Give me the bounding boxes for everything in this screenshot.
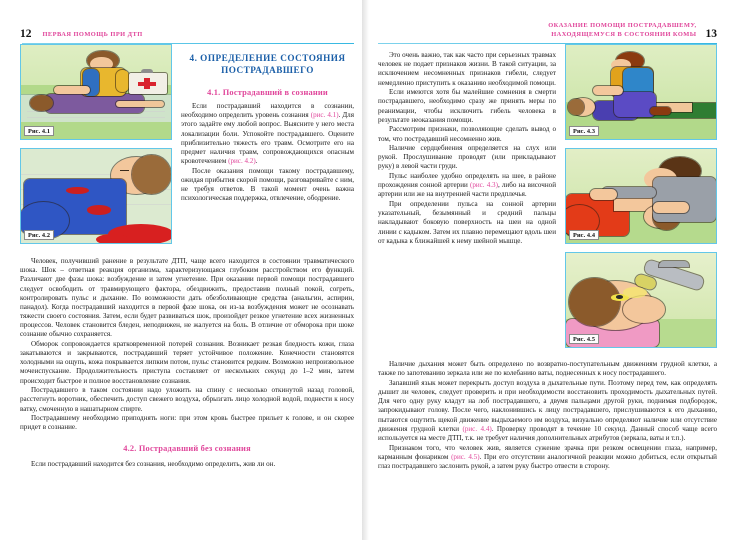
p8-text-a: Запавший язык может перекрыть доступ воздуха в дыхательные пути. Поэтому перед тем, как определять дышит ли человек, следует проверить и при необходимости восстановить проходимость дыхательных путей. Для чего одну руку кладут на лоб пострадавшего, а двумя пальцами другой руки, поднимая подбородок, запрокидывают голову. После чего, наклонившись к лицу пострадавшего, прислушиваются к его дыханию, пытаются ощутить щекой движение выдыхаемого им воздуха, визуально определяют наличие или отсутствие движения грудной клетки xyxy=(378,378,717,433)
left-folio: 12 xyxy=(20,28,32,40)
right-page-top-region xyxy=(378,44,717,356)
fig-4-5-caption: Рис. 4.5 xyxy=(569,334,599,344)
paragraph-positioning: Пострадавшего в таком состоянии надо уложить на спину с несколько откинутой назад головой, расстегнуть воротник, обеспечить доступ свежего воздуха, обрызгать лицо холодной водой, поднести к носу ватку, смоченную в нашатырном спирте. xyxy=(20,386,354,413)
right-page-wide-region xyxy=(378,360,717,471)
fig-4-3 xyxy=(565,44,717,140)
p1-text-a: Если пострадавший находится в сознании, необходимо определить уровень сознания xyxy=(181,102,354,120)
p5-text-b: , либо на височной артерии или же на внутренней части предплечья. xyxy=(378,181,556,199)
paragraph-r7: Наличие дыхания может быть определено по возвратно-поступательным движениям грудной клетки, а также по запотеванию зеркала или же по колебанию ваты, поднесенных к носу пострадавшего. xyxy=(378,360,717,378)
p9-text-b: . При его отсутствии аналогичной реакции можно добиться, если открытый глаз пострадавшего заслонить рукой, а затем руку быстро отвести в сторону. xyxy=(378,452,717,470)
fig-4-2-caption: Рис. 4.2 xyxy=(24,230,54,240)
fig-4-2 xyxy=(20,148,172,244)
right-folio: 13 xyxy=(705,28,717,40)
fig-ref-4-4: (рис. 4.4) xyxy=(462,424,492,433)
paragraph-r6: При определении пульса на сонной артерии указательный, безымянный и средний пальцы накладывают боковую поверхность на шеи на одной линии с кадыком. Затем их плавно перемещают вдоль шеи от кадыка к ближайшей к нему шейной мышце. xyxy=(378,200,556,245)
fig-ref-4-1: (рис. 4.1) xyxy=(310,111,339,120)
p5-text-a: Пульс наиболее удобно определять на шее, в районе прохождения сонной артерии xyxy=(378,172,556,190)
right-running-title-line1: ОКАЗАНИЕ ПОМОЩИ ПОСТРАДАВШЕМУ, xyxy=(548,22,697,29)
right-text-column xyxy=(378,44,556,356)
paragraph-r8 xyxy=(378,379,717,443)
left-page-top-region xyxy=(20,44,354,252)
paragraph-r4: Наличие сердцебиения определяется на слух или рукой. Прослушивание проводят (или прикладывают руку) в левой части груди. xyxy=(378,144,556,171)
left-page-wide-region xyxy=(20,257,354,469)
paragraph-r3: Рассмотрим признаки, позволяющие сделать вывод о том, что пострадавший несомненно жив. xyxy=(378,125,556,143)
right-running-title xyxy=(548,22,696,40)
right-figure-column xyxy=(565,44,717,356)
subsection-4-1-heading: 4.1. Пострадавший в сознании xyxy=(207,88,328,98)
paragraph-r9 xyxy=(378,444,717,471)
left-running-head xyxy=(20,14,354,40)
paragraph-4-2-1: Если пострадавший находится без сознания, необходимо определить, жив ли он. xyxy=(31,459,276,468)
left-figure-column xyxy=(20,44,172,252)
right-running-title-line2: НАХОДЯЩЕМУСЯ В СОСТОЯНИИ КОМЫ xyxy=(551,30,697,38)
paragraph-r1: Это очень важно, так как часто при серьезных травмах человек не подает признаков жизни. В такой ситуации, за исключением несомненных признаков гибели, следует немедленно приступить к оказанию необходимой помощи. xyxy=(378,51,556,87)
fig-4-1 xyxy=(20,44,172,140)
paragraph-shock: Человек, получивший ранение в результате ДТП, чаще всего находится в состоянии травматического шока. Шок – ответная реакция организма, характеризующаяся глубоким расстройством его функций. Различают две фазы шока: возбуждение и затем угнетение. При оказании первой помощи пострадавшего следует освободить от травмирующего фактора, обездвижить, предоставив полный покой, согреть, контролировать пульс и дыхание. По возможности дать обезболивающие средства (анальгин, аспирин, панадол). Когда пострадавший находится в первой фазе шока, он из-за возбуждения может не осознавать тяжести своего состояния. Затем, если будет развиваться шок, произойдет резкое угнетение всех жизненных процессов. Человек становится бледен, неподвижен, не жалуется на боль. В отличие от обморока при шоке сознание обычно сохраняется. xyxy=(20,257,354,339)
p8-text-b: . Проверку проводят в течение 10 секунд. Данный способ чаще всего используется на месте ДТП, т.к. не требует наличия дополнительных атрибутов (зеркала, ваты и т.п.). xyxy=(378,424,717,442)
fig-ref-4-5: (рис. 4.5) xyxy=(451,452,480,461)
section-heading: 4. ОПРЕДЕЛЕНИЕ СОСТОЯНИЯ ПОСТРАДАВШЕГО xyxy=(189,53,346,76)
right-page xyxy=(366,0,731,540)
left-text-column xyxy=(181,44,354,252)
paragraph-r5 xyxy=(378,172,556,199)
fig-ref-4-3: (рис. 4.3) xyxy=(469,181,498,190)
fig-4-4-caption: Рис. 4.4 xyxy=(569,230,599,240)
fig-4-3-caption: Рис. 4.3 xyxy=(569,126,599,136)
subsection-4-2-heading: 4.2. Пострадавший без сознания xyxy=(123,443,251,453)
left-running-title: ПЕРВАЯ ПОМОЩЬ ПРИ ДТП xyxy=(42,30,143,38)
fig-4-1-caption: Рис. 4.1 xyxy=(24,126,54,136)
paragraph-4-1-2: После оказания помощи такому пострадавшему, ожидая прибытия скорой помощи, разговаривайте с ним, не требуя ответов. В такой момент очень важна психологическая поддержка, отвлечение, ободрение. xyxy=(181,166,354,203)
fig-4-5 xyxy=(565,252,717,348)
fig-ref-4-2: (рис. 4.2) xyxy=(228,157,256,166)
p1-text-c: . xyxy=(255,157,258,166)
p9-text-a: Признаком того, что человек жив, является сужение зрачка при резком освещении глаза, например, карманным фонариком xyxy=(378,443,717,461)
paragraph-legs: Пострадавшему необходимо приподнять ноги: при этом кровь быстрее прильет к голове, и он скорее придет в сознание. xyxy=(20,414,354,432)
p1-text-b: . Для этого задайте ему любой вопрос. Выясните у него места локализации боли. Успокойте пострадавшего. Оцените приблизительно тяжесть его травм. Осмотрите его на предмет наличия травм, сопровождающихся опасным кровотечением xyxy=(181,111,354,166)
paragraph-r2: Если имеются хотя бы малейшие сомнения в смерти пострадавшего, необходимо сразу же принять меры по реанимации, чтобы исключить гибель человека в результате неоказания помощи. xyxy=(378,88,556,124)
fig-4-4 xyxy=(565,148,717,244)
paragraph-faint: Обморок сопровождается кратковременной потерей сознания. Возникает резкая бледность кожи, глаза закатываются и закрываются, пострадавший теряет устойчивое положение. Конечности становятся холодными на ощупь, кожа покрывается липким потом, пульс становится редким. Возможно непроизвольное мочеиспускание. Продолжительность приступа составляет от нескольких секунд до 1–2 мин, затем происходит быстрое и полное восстановление сознания. xyxy=(20,340,354,385)
right-running-head xyxy=(378,14,717,40)
paragraph-4-1-1 xyxy=(181,102,354,166)
